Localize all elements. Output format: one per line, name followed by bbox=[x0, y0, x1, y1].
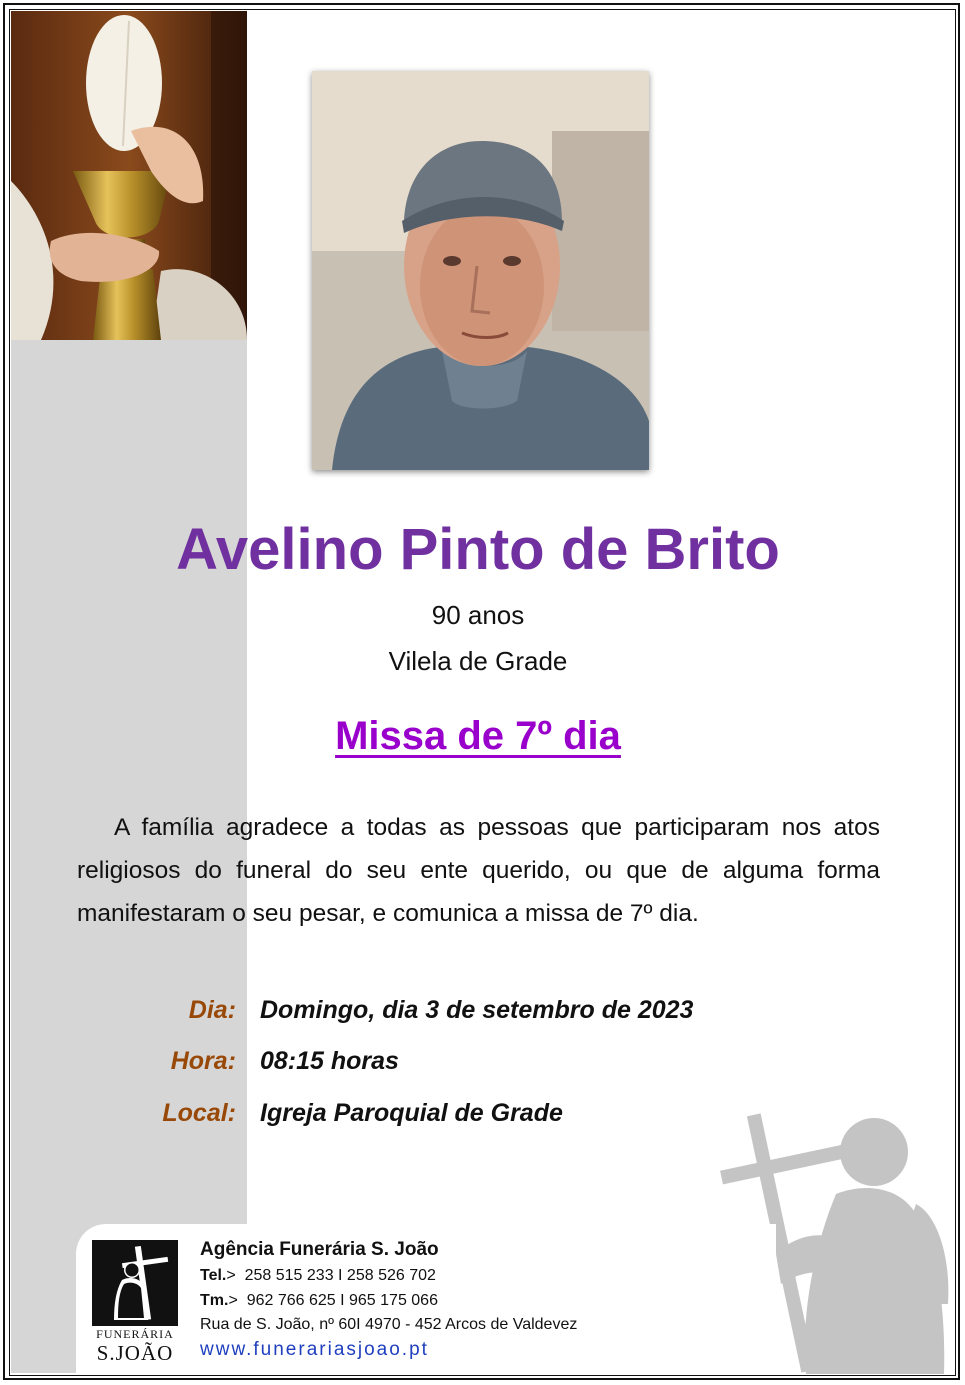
mobile-arrow: > bbox=[228, 1292, 247, 1309]
day-label: Dia: bbox=[188, 996, 236, 1024]
deceased-place: Vilela de Grade bbox=[388, 646, 568, 676]
chalice-image bbox=[11, 11, 247, 340]
thanks-message: A família agradece a todas as pessoas que participaram nos atos religiosos do funeral do seu ente querido, ou que de alguma forma manifestaram o seu pesar, e comunica a missa de 7º dia. bbox=[77, 814, 880, 927]
time-value: 08:15 horas bbox=[260, 1047, 399, 1075]
day-value: Domingo, dia 3 de setembro de 2023 bbox=[260, 996, 694, 1024]
agency-name: Agência Funerária S. João bbox=[200, 1239, 439, 1260]
deceased-name: Avelino Pinto de Brito bbox=[176, 517, 780, 582]
mass-title bbox=[0, 710, 956, 762]
agency-address: Rua de S. João, nº 60I 4970 - 452 Arcos de Valdevez bbox=[200, 1316, 578, 1333]
logo-text-funeraria: FUNERÁRIA bbox=[96, 1327, 174, 1341]
phone-numbers: 258 515 233 I 258 526 702 bbox=[244, 1267, 436, 1284]
mobile-line bbox=[200, 1290, 438, 1312]
time-label: Hora: bbox=[170, 1047, 236, 1075]
deceased-photo bbox=[312, 71, 649, 470]
deceased-age: 90 anos bbox=[431, 600, 525, 630]
logo-text-sjoao: S.JOÃO bbox=[96, 1341, 174, 1365]
phone-arrow: > bbox=[226, 1267, 245, 1284]
phone-line bbox=[200, 1265, 436, 1287]
agency-website-link[interactable]: www.funerariasjoao.pt bbox=[200, 1339, 429, 1360]
agency-logo bbox=[92, 1240, 178, 1326]
phone-label: Tel. bbox=[200, 1267, 227, 1284]
mass-title-text: Missa de 7º dia bbox=[335, 714, 621, 758]
location-label: Local: bbox=[162, 1099, 236, 1127]
mobile-numbers: 962 766 625 I 965 175 066 bbox=[246, 1292, 438, 1309]
mobile-label: Tm. bbox=[200, 1292, 229, 1309]
location-value: Igreja Paroquial de Grade bbox=[260, 1099, 563, 1127]
